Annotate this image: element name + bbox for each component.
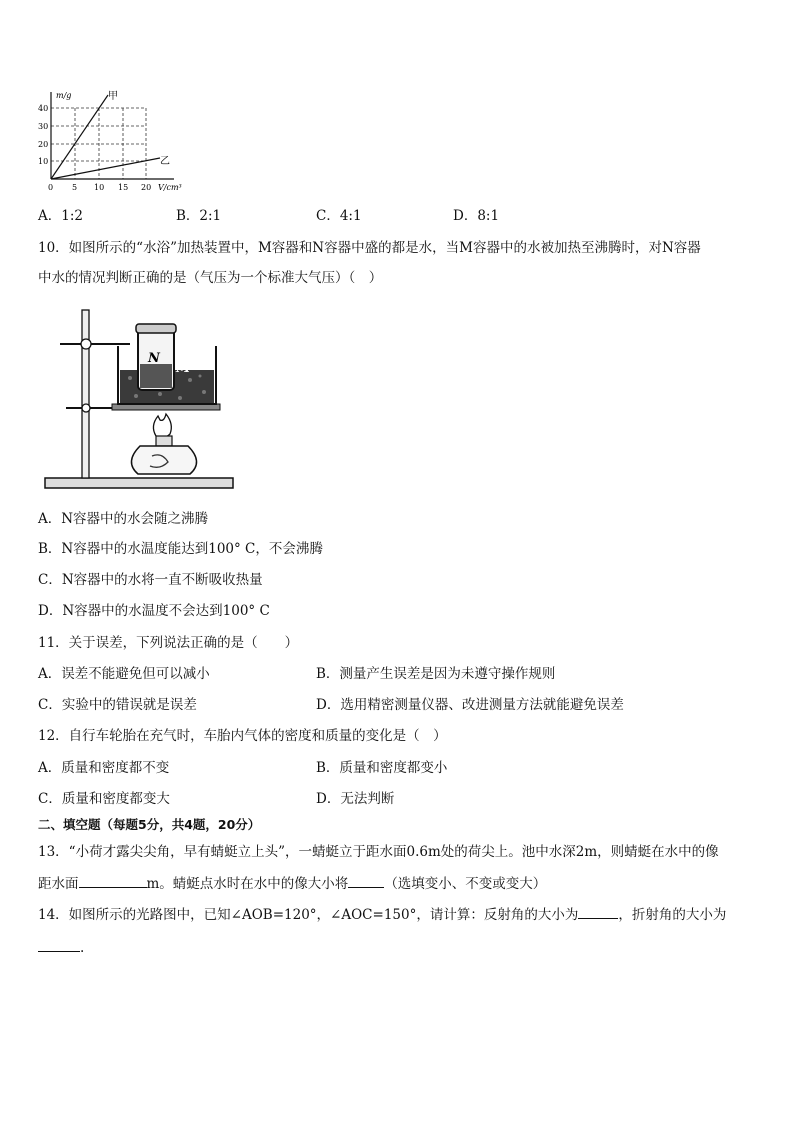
graph-grid bbox=[51, 108, 146, 179]
q12-option-b: B．质量和密度都变小 bbox=[316, 760, 448, 776]
label-m: M bbox=[176, 361, 191, 376]
y-tick-30: 30 bbox=[38, 122, 49, 131]
q12-stem: 12．自行车轮胎在充气时，车胎内气体的密度和质量的变化是（ ） bbox=[38, 728, 447, 744]
q10-option-a: A．N容器中的水会随之沸腾 bbox=[38, 511, 209, 527]
x-axis-label: V/cm³ bbox=[158, 183, 182, 192]
x-tick-0: 0 bbox=[48, 183, 54, 192]
y-tick-10: 10 bbox=[38, 157, 49, 166]
q11-option-a: A．误差不能避免但可以减小 bbox=[38, 666, 210, 682]
water-bath-figure bbox=[40, 302, 240, 498]
q13-blank-1[interactable] bbox=[79, 873, 147, 888]
q11-option-d: D．选用精密测量仪器、改进测量方法就能避免误差 bbox=[316, 697, 624, 713]
q14-blank-2[interactable] bbox=[38, 937, 80, 952]
q10-stem-line2: 中水的情况判断正确的是（气压为一个标准大气压）（ ） bbox=[38, 270, 383, 286]
y-tick-40: 40 bbox=[38, 104, 49, 113]
q14-text-end: . bbox=[80, 940, 85, 956]
q13-line1: 13．“小荷才露尖尖角，早有蜻蜓立上头”，一蜻蜓立于距水面0.6m处的荷尖上。池中水深2m，则蜻蜓在水中的像 bbox=[38, 844, 719, 860]
q9-option-a: A．1:2 bbox=[38, 208, 83, 224]
label-n: N bbox=[148, 351, 160, 366]
q12-option-c: C．质量和密度都变大 bbox=[38, 791, 170, 807]
label-yi: 乙 bbox=[160, 156, 170, 167]
q9-option-b: B．2:1 bbox=[176, 208, 222, 224]
mass-volume-graph bbox=[34, 86, 194, 198]
q11-option-c: C．实验中的错误就是误差 bbox=[38, 697, 197, 713]
section-heading-fill-in: 二、填空题（每题5分，共4题，20分） bbox=[38, 817, 261, 832]
q13-text-a: 距水面 bbox=[38, 876, 79, 892]
q12-option-a: A．质量和密度都不变 bbox=[38, 760, 170, 776]
q11-stem: 11．关于误差，下列说法正确的是（ ） bbox=[38, 635, 299, 651]
y-tick-20: 20 bbox=[38, 140, 49, 149]
line-jia bbox=[51, 95, 108, 179]
q14-blank-1[interactable] bbox=[578, 904, 618, 919]
q13-line2 bbox=[38, 873, 546, 894]
q14-text-a: 14．如图所示的光路图中，已知∠AOB=120°，∠AOC=150°，请计算：反射角的大小为 bbox=[38, 907, 579, 923]
q14-text-b: ，折射角的大小为 bbox=[618, 907, 727, 923]
x-tick-15: 15 bbox=[118, 183, 129, 192]
y-axis-label: m/g bbox=[56, 91, 72, 100]
q14-line1 bbox=[38, 904, 726, 925]
q10-option-c: C．N容器中的水将一直不断吸收热量 bbox=[38, 572, 263, 588]
q9-option-c: C．4:1 bbox=[316, 208, 362, 224]
x-tick-5: 5 bbox=[72, 183, 78, 192]
q10-stem-line1: 10．如图所示的“水浴”加热装置中，M容器和N容器中盛的都是水，当M容器中的水被加热至沸腾时，对N容器 bbox=[38, 240, 701, 256]
q10-option-b: B．N容器中的水温度能达到100° C，不会沸腾 bbox=[38, 541, 323, 557]
x-tick-10: 10 bbox=[94, 183, 105, 192]
q9-option-d: D．8:1 bbox=[453, 208, 500, 224]
q12-option-d: D．无法判断 bbox=[316, 791, 395, 807]
q13-text-c: （选填变小、不变或变大） bbox=[384, 876, 547, 892]
q14-line2 bbox=[38, 937, 84, 958]
q11-option-b: B．测量产生误差是因为未遵守操作规则 bbox=[316, 666, 556, 682]
x-tick-20: 20 bbox=[141, 183, 152, 192]
q13-blank-2[interactable] bbox=[348, 873, 384, 888]
label-jia: 甲 bbox=[108, 91, 118, 102]
q13-text-b: m。蜻蜓点水时在水中的像大小将 bbox=[146, 876, 349, 892]
q10-option-d: D．N容器中的水温度不会达到100° C bbox=[38, 603, 270, 619]
